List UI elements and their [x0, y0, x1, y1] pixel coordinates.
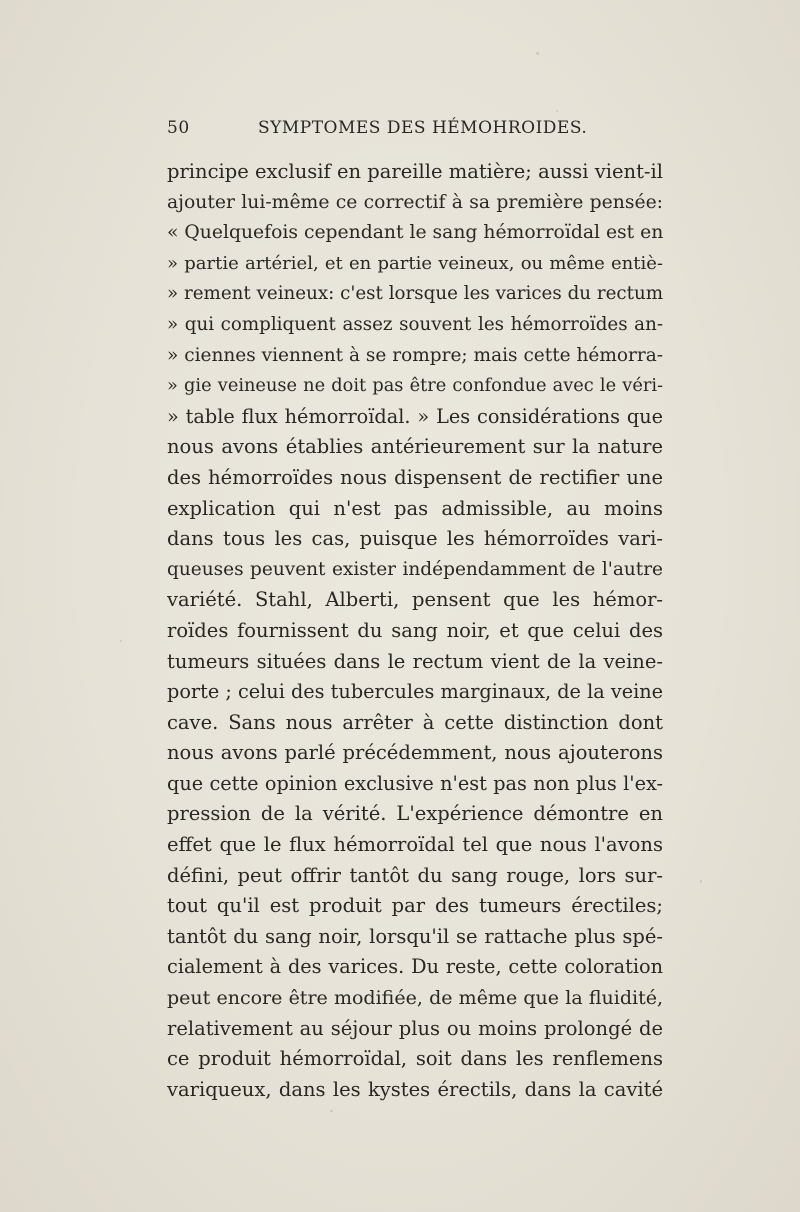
- paper-speck: [556, 110, 558, 112]
- text-line: explication qui n'est pas admissible, au moins: [167, 496, 663, 520]
- paper-speck: [330, 1110, 333, 1112]
- text-line: » rement veineux: c'est lorsque les varices du rectum: [167, 283, 663, 305]
- text-line: tantôt du sang noir, lorsqu'il se rattache plus spé-: [167, 924, 663, 948]
- text-line: » partie artériel, et en partie veineux, ou même entiè-: [167, 252, 663, 274]
- paper-speck: [536, 52, 539, 55]
- text-line: pression de la vérité. L'expérience démontre en: [167, 802, 663, 826]
- text-line: peut encore être modifiée, de même que la fluidité,: [167, 987, 663, 1010]
- page-header: [167, 118, 687, 142]
- text-line: principe exclusif en pareille matière; aussi vient-il: [167, 160, 663, 183]
- text-line: » gie veineuse ne doit pas être confondue avec le véri-: [167, 376, 663, 397]
- text-line: ce produit hémorroïdal, soit dans les renflemens: [167, 1047, 663, 1071]
- text-line: queuses peuvent exister indépendamment de l'autre: [167, 558, 663, 580]
- text-line: « Quelquefois cependant le sang hémorroïdal est en: [167, 222, 664, 244]
- page-number: 50: [167, 118, 190, 138]
- text-line: effet que le flux hémorroïdal tel que nous l'avons: [167, 833, 663, 857]
- text-line: tout qu'il est produit par des tumeurs érectiles;: [167, 894, 663, 918]
- paper-speck: [700, 880, 702, 883]
- text-line: » qui compliquent assez souvent les hémorroïdes an-: [167, 313, 663, 335]
- text-line: ajouter lui-même ce correctif à sa première pensée:: [167, 191, 663, 213]
- text-line: que cette opinion exclusive n'est pas non plus l'ex-: [167, 771, 663, 795]
- text-line: dans tous les cas, puisque les hémorroïdes vari-: [167, 527, 663, 551]
- text-line: » ciennes viennent à se rompre; mais cette hémorra-: [167, 344, 663, 366]
- text-line: nous avons établies antérieurement sur la nature: [167, 435, 663, 459]
- text-line: variqueux, dans les kystes érectils, dans la cavité: [167, 1077, 663, 1101]
- text-line: relativement au séjour plus ou moins prolongé de: [167, 1016, 663, 1040]
- text-line: roïdes fournissent du sang noir, et que celui des: [167, 618, 663, 642]
- text-line: des hémorroïdes nous dispensent de rectifier une: [167, 465, 663, 489]
- text-line: cave. Sans nous arrêter à cette distinction dont: [167, 710, 663, 734]
- text-line: cialement à des varices. Du reste, cette coloration: [167, 955, 663, 979]
- text-line: » table flux hémorroïdal. » Les considérations que: [167, 404, 663, 428]
- paper-speck: [120, 640, 122, 642]
- text-line: porte ; celui des tubercules marginaux, de la veine: [167, 680, 664, 704]
- text-line: variété. Stahl, Alberti, pensent que les hémor-: [167, 588, 663, 612]
- text-line: tumeurs situées dans le rectum vient de la veine-: [167, 649, 663, 673]
- text-line: défini, peut offrir tantôt du sang rouge, lors sur-: [167, 863, 663, 887]
- text-line: nous avons parlé précédemment, nous ajouterons: [167, 741, 663, 765]
- body-paragraph: [167, 157, 663, 1105]
- running-title: SYMPTOMES DES HÉMOHROIDES.: [258, 118, 588, 138]
